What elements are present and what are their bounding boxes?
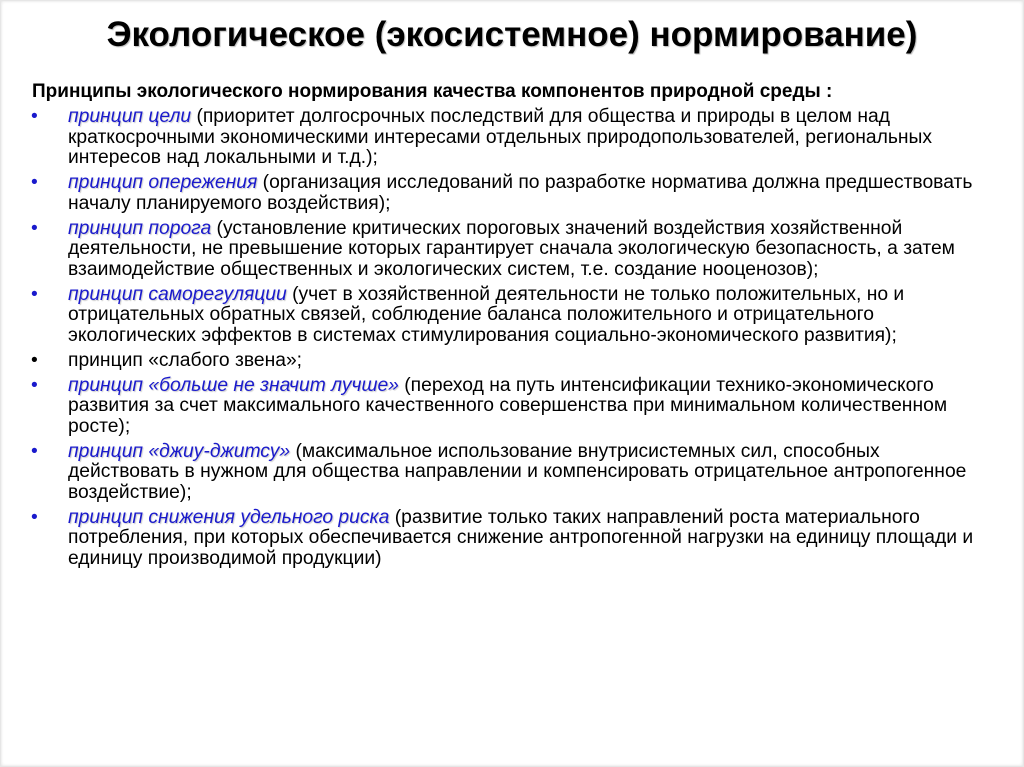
bullet-icon: • (31, 217, 38, 239)
slide-subtitle: Принципы экологического нормирования качества компонентов природной среды : (32, 81, 833, 102)
list-item (31, 107, 996, 169)
principle-term: принцип «больше не значит лучше» (68, 374, 399, 396)
bullet-icon: • (31, 172, 38, 194)
list-item (31, 173, 996, 214)
principle-text: (установление критических пороговых значений воздействия хозяйственной деятельности, не превышение которых гарантирует сначала экологическую безопасность, а затем взаимодействие общественных и экологических систем, т.е. создание нооценозов); (68, 217, 955, 280)
list-item (31, 508, 996, 570)
bullet-icon: • (31, 283, 38, 305)
principle-text: (переход на путь интенсификации технико-экономического развития за счет максимального качественного совершенства при минимальном количественном росте); (68, 374, 948, 437)
principle-text: принцип «слабого звена»; (68, 349, 303, 371)
bullet-icon: • (31, 349, 38, 371)
principle-text: (организация исследований по разработке норматива должна предшествовать началу планируемого воздействия); (68, 172, 973, 214)
principle-term: принцип опережения (68, 172, 258, 194)
bullet-icon: • (31, 440, 38, 462)
slide-title: Экологическое (экосистемное) нормирование) (106, 15, 918, 54)
list-item (31, 219, 996, 281)
bullet-icon: • (31, 106, 38, 127)
list-item (31, 442, 996, 504)
principle-text: (развитие только таких направлений роста материального потребления, при которых обеспечивается снижение антропогенной нагрузки на единицу площади и единицу производимой продукции) (68, 506, 974, 569)
principle-text: (учет в хозяйственной деятельности не только положительных, но и отрицательных обратных связей, соблюдение баланса положительного и отрицательного экологических эффектов в системах стимулирования социально-экономического развития); (68, 283, 905, 346)
principles-list (31, 107, 996, 574)
principle-term: принцип «джиу-джитсу» (68, 440, 291, 462)
list-item (31, 376, 996, 438)
principle-term: принцип цели (68, 106, 192, 127)
bullet-icon: • (31, 506, 38, 528)
principle-term: принцип саморегуляции (68, 283, 287, 305)
principle-term: принцип снижения удельного риска (68, 506, 390, 528)
list-item (31, 285, 996, 347)
principle-term: принцип порога (68, 217, 212, 239)
bullet-icon: • (31, 374, 38, 396)
list-item (31, 351, 996, 372)
principle-text: (максимальное использование внутрисистемных сил, способных действовать в нужном для общества направлении и компенсировать отрицательное антропогенное воздействие); (68, 440, 967, 503)
principle-text: (приоритет долгосрочных последствий для общества и природы в целом над краткосрочными экономическими интересами отдельных природопользователей, региональных интересов над локальными и т.д.); (68, 106, 933, 169)
